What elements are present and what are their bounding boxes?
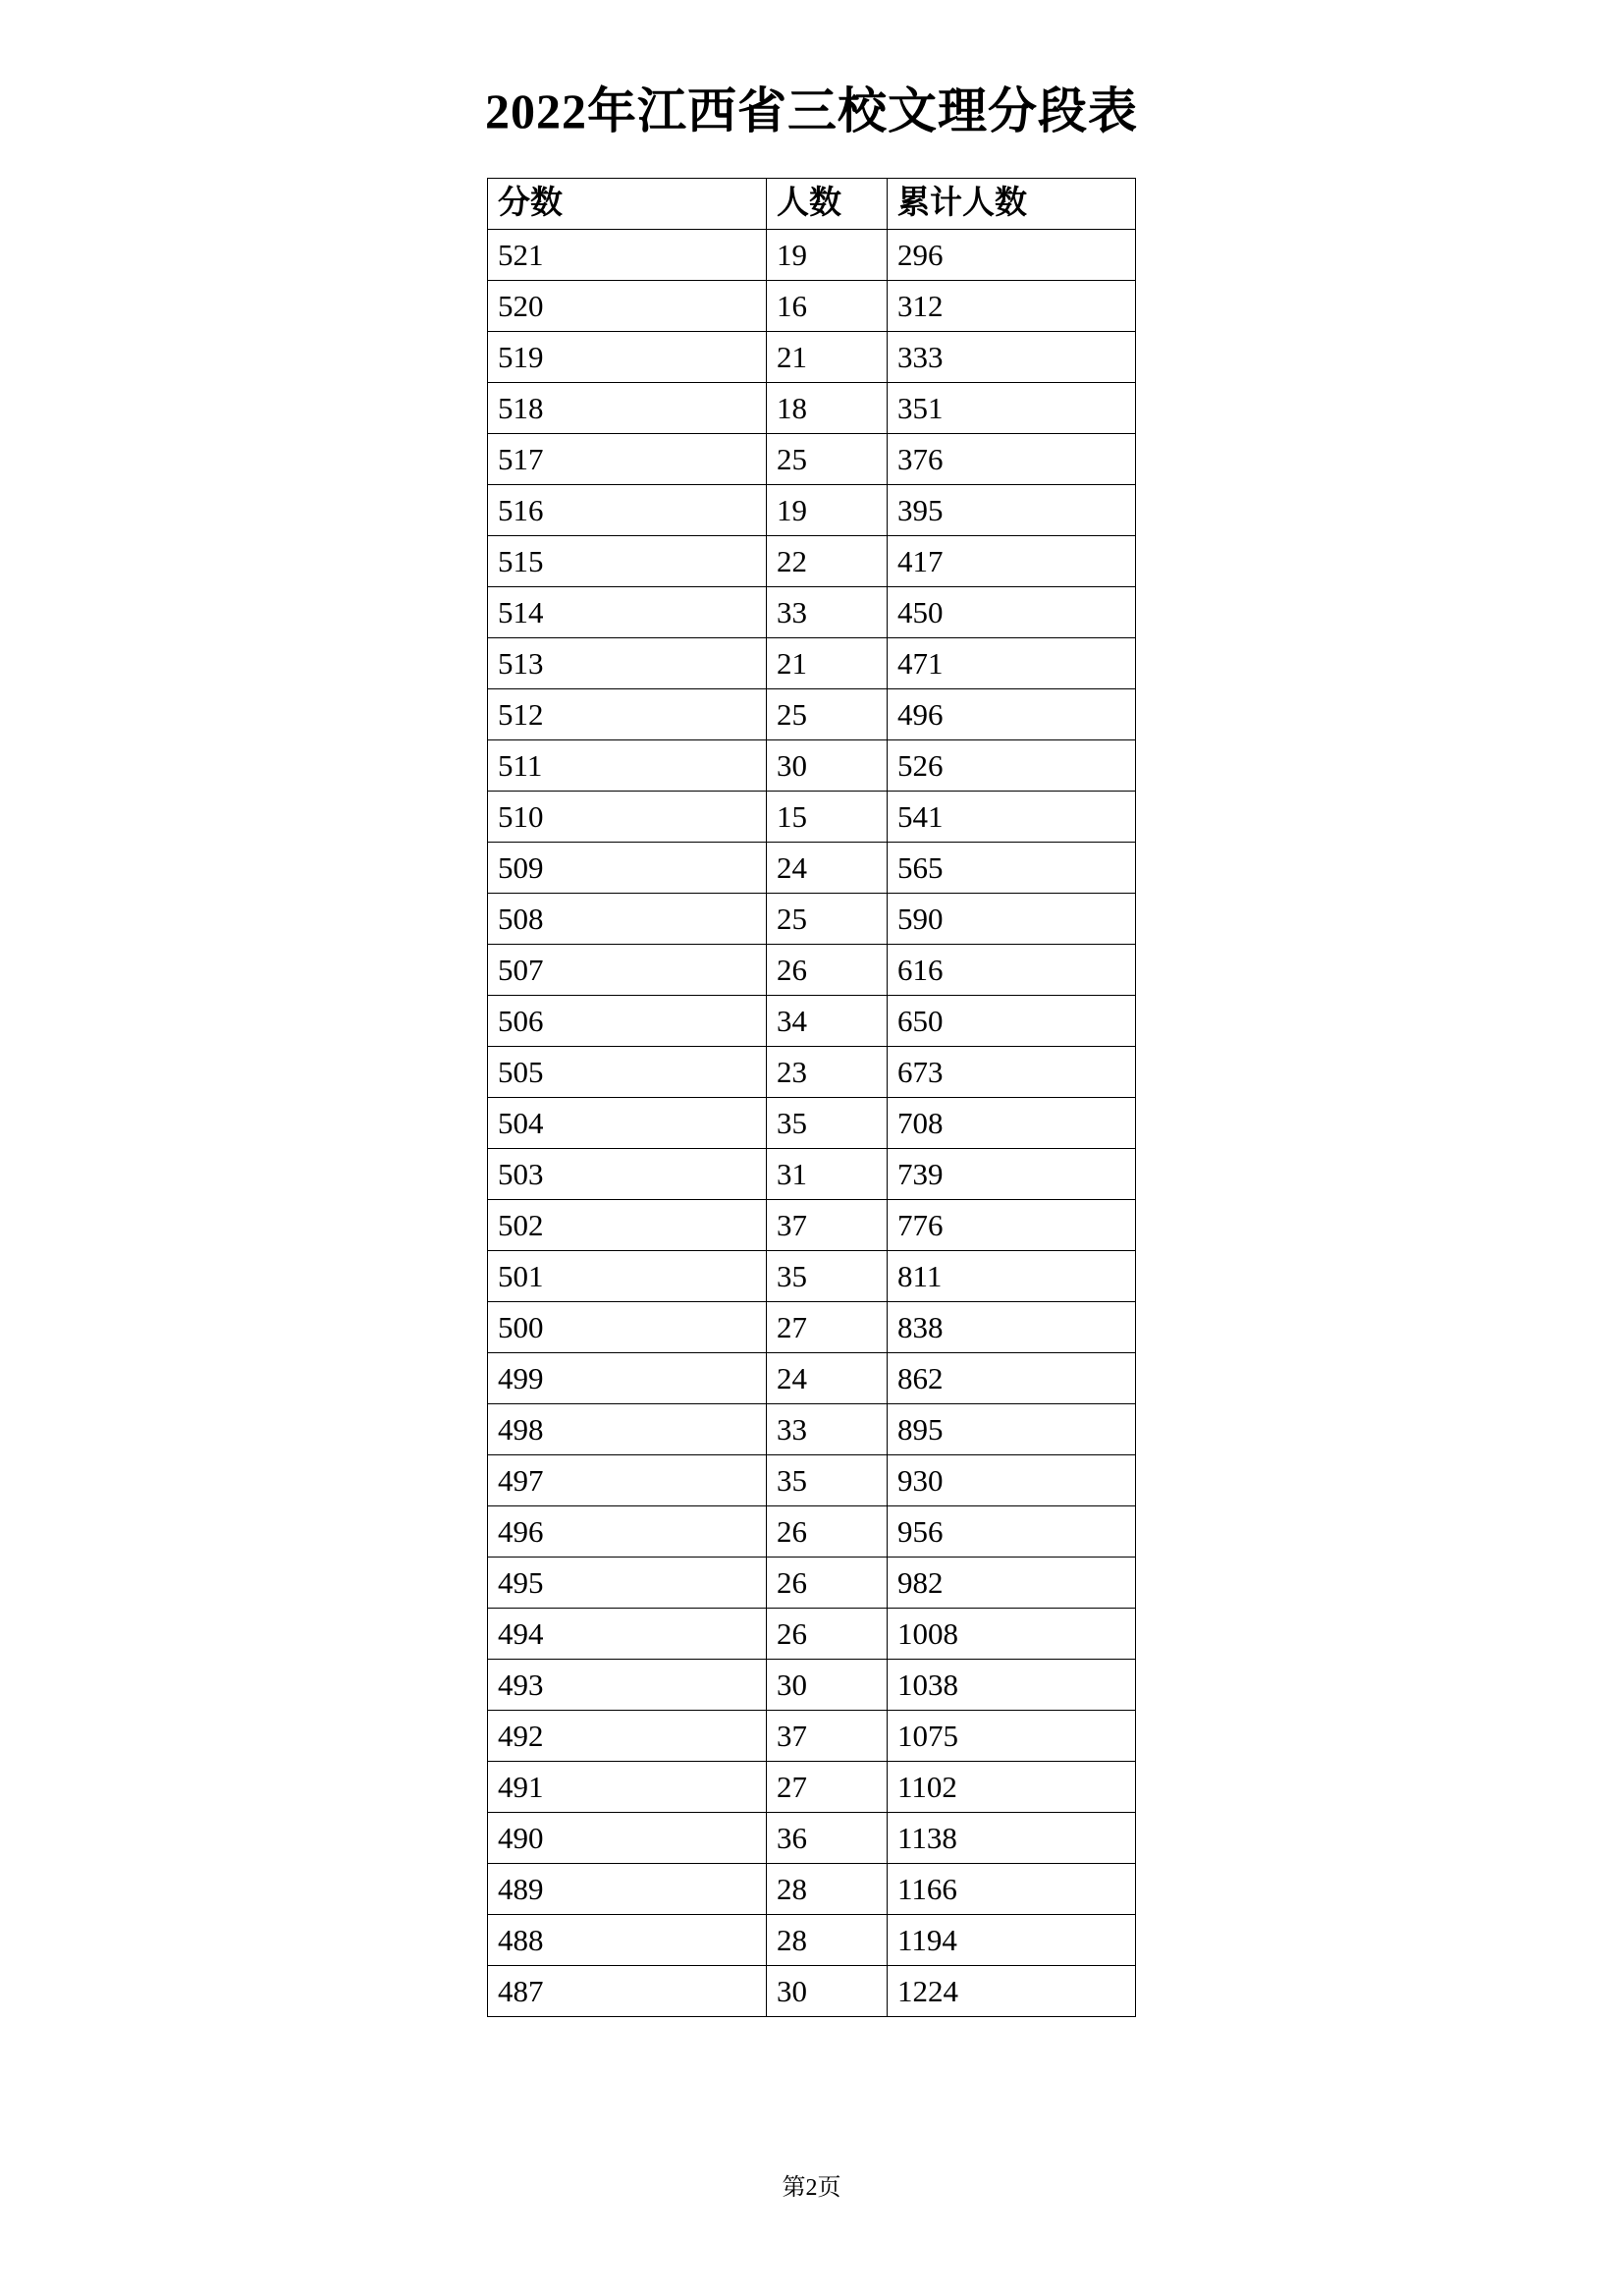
table-row <box>488 1762 1136 1813</box>
cell-score: 514 <box>488 587 767 638</box>
table-row <box>488 536 1136 587</box>
table-row <box>488 1251 1136 1302</box>
cell-cumulative: 895 <box>888 1404 1136 1455</box>
cell-count: 28 <box>767 1915 888 1966</box>
cell-cumulative: 776 <box>888 1200 1136 1251</box>
table-row <box>488 792 1136 843</box>
table-header-row <box>488 179 1136 230</box>
cell-cumulative: 496 <box>888 689 1136 740</box>
column-header-score: 分数 <box>488 179 767 230</box>
cell-score: 493 <box>488 1660 767 1711</box>
cell-count: 28 <box>767 1864 888 1915</box>
cell-score: 516 <box>488 485 767 536</box>
cell-count: 16 <box>767 281 888 332</box>
table-row <box>488 689 1136 740</box>
cell-score: 510 <box>488 792 767 843</box>
cell-cumulative: 1038 <box>888 1660 1136 1711</box>
table-row <box>488 1404 1136 1455</box>
table-row <box>488 485 1136 536</box>
column-header-cumulative: 累计人数 <box>888 179 1136 230</box>
cell-count: 26 <box>767 1506 888 1558</box>
cell-score: 502 <box>488 1200 767 1251</box>
table-row <box>488 996 1136 1047</box>
cell-cumulative: 739 <box>888 1149 1136 1200</box>
cell-cumulative: 708 <box>888 1098 1136 1149</box>
cell-cumulative: 526 <box>888 740 1136 792</box>
table-row <box>488 1098 1136 1149</box>
cell-cumulative: 1102 <box>888 1762 1136 1813</box>
cell-cumulative: 312 <box>888 281 1136 332</box>
table-row <box>488 894 1136 945</box>
cell-score: 511 <box>488 740 767 792</box>
cell-count: 27 <box>767 1762 888 1813</box>
cell-score: 509 <box>488 843 767 894</box>
page-title: 2022年江西省三校文理分段表 <box>485 83 1138 138</box>
cell-cumulative: 450 <box>888 587 1136 638</box>
score-distribution-table <box>487 178 1136 2017</box>
cell-count: 34 <box>767 996 888 1047</box>
cell-cumulative: 296 <box>888 230 1136 281</box>
cell-count: 36 <box>767 1813 888 1864</box>
cell-score: 521 <box>488 230 767 281</box>
table-row <box>488 638 1136 689</box>
cell-cumulative: 1224 <box>888 1966 1136 2017</box>
cell-score: 520 <box>488 281 767 332</box>
cell-count: 33 <box>767 1404 888 1455</box>
cell-score: 512 <box>488 689 767 740</box>
cell-count: 35 <box>767 1098 888 1149</box>
cell-count: 25 <box>767 689 888 740</box>
table-body <box>488 230 1136 2017</box>
cell-score: 519 <box>488 332 767 383</box>
cell-score: 508 <box>488 894 767 945</box>
cell-count: 30 <box>767 740 888 792</box>
table-row <box>488 587 1136 638</box>
cell-cumulative: 395 <box>888 485 1136 536</box>
cell-cumulative: 862 <box>888 1353 1136 1404</box>
table-row <box>488 1047 1136 1098</box>
table-row <box>488 1455 1136 1506</box>
cell-count: 21 <box>767 332 888 383</box>
cell-cumulative: 982 <box>888 1558 1136 1609</box>
table-row <box>488 1813 1136 1864</box>
cell-cumulative: 1138 <box>888 1813 1136 1864</box>
cell-score: 504 <box>488 1098 767 1149</box>
table-row <box>488 281 1136 332</box>
cell-count: 37 <box>767 1711 888 1762</box>
cell-count: 22 <box>767 536 888 587</box>
cell-score: 515 <box>488 536 767 587</box>
cell-cumulative: 565 <box>888 843 1136 894</box>
table-row <box>488 1353 1136 1404</box>
table-row <box>488 1506 1136 1558</box>
table-row <box>488 1915 1136 1966</box>
cell-count: 15 <box>767 792 888 843</box>
cell-count: 26 <box>767 1558 888 1609</box>
table-row <box>488 843 1136 894</box>
cell-score: 501 <box>488 1251 767 1302</box>
cell-count: 30 <box>767 1966 888 2017</box>
cell-cumulative: 541 <box>888 792 1136 843</box>
cell-score: 487 <box>488 1966 767 2017</box>
cell-count: 21 <box>767 638 888 689</box>
cell-count: 23 <box>767 1047 888 1098</box>
table-row <box>488 332 1136 383</box>
cell-count: 25 <box>767 894 888 945</box>
cell-count: 27 <box>767 1302 888 1353</box>
cell-cumulative: 1194 <box>888 1915 1136 1966</box>
table-row <box>488 740 1136 792</box>
table-row <box>488 1711 1136 1762</box>
cell-cumulative: 1075 <box>888 1711 1136 1762</box>
table-row <box>488 1864 1136 1915</box>
cell-count: 25 <box>767 434 888 485</box>
cell-count: 35 <box>767 1455 888 1506</box>
cell-score: 492 <box>488 1711 767 1762</box>
cell-count: 19 <box>767 485 888 536</box>
cell-score: 500 <box>488 1302 767 1353</box>
cell-cumulative: 1008 <box>888 1609 1136 1660</box>
table-row <box>488 1609 1136 1660</box>
cell-score: 494 <box>488 1609 767 1660</box>
column-header-count: 人数 <box>767 179 888 230</box>
cell-score: 507 <box>488 945 767 996</box>
table-header <box>488 179 1136 230</box>
cell-score: 513 <box>488 638 767 689</box>
table-row <box>488 383 1136 434</box>
cell-cumulative: 1166 <box>888 1864 1136 1915</box>
cell-cumulative: 811 <box>888 1251 1136 1302</box>
cell-count: 33 <box>767 587 888 638</box>
cell-cumulative: 650 <box>888 996 1136 1047</box>
table-row <box>488 1302 1136 1353</box>
cell-count: 18 <box>767 383 888 434</box>
table-row <box>488 230 1136 281</box>
cell-count: 19 <box>767 230 888 281</box>
cell-score: 505 <box>488 1047 767 1098</box>
cell-cumulative: 417 <box>888 536 1136 587</box>
table-row <box>488 1200 1136 1251</box>
cell-cumulative: 590 <box>888 894 1136 945</box>
cell-cumulative: 351 <box>888 383 1136 434</box>
cell-score: 503 <box>488 1149 767 1200</box>
cell-score: 488 <box>488 1915 767 1966</box>
cell-cumulative: 838 <box>888 1302 1136 1353</box>
cell-cumulative: 616 <box>888 945 1136 996</box>
table-row <box>488 1660 1136 1711</box>
cell-score: 495 <box>488 1558 767 1609</box>
cell-count: 31 <box>767 1149 888 1200</box>
cell-cumulative: 333 <box>888 332 1136 383</box>
cell-count: 26 <box>767 1609 888 1660</box>
table-row <box>488 1966 1136 2017</box>
page-footer: 第2页 <box>782 2175 841 2201</box>
cell-score: 506 <box>488 996 767 1047</box>
cell-score: 489 <box>488 1864 767 1915</box>
cell-cumulative: 956 <box>888 1506 1136 1558</box>
cell-score: 497 <box>488 1455 767 1506</box>
cell-score: 499 <box>488 1353 767 1404</box>
cell-count: 24 <box>767 1353 888 1404</box>
cell-score: 498 <box>488 1404 767 1455</box>
score-table-container <box>0 178 1623 2017</box>
table-row <box>488 1558 1136 1609</box>
cell-cumulative: 471 <box>888 638 1136 689</box>
cell-count: 24 <box>767 843 888 894</box>
cell-count: 37 <box>767 1200 888 1251</box>
cell-count: 26 <box>767 945 888 996</box>
table-row <box>488 1149 1136 1200</box>
cell-count: 35 <box>767 1251 888 1302</box>
cell-score: 517 <box>488 434 767 485</box>
cell-score: 490 <box>488 1813 767 1864</box>
cell-score: 491 <box>488 1762 767 1813</box>
cell-cumulative: 673 <box>888 1047 1136 1098</box>
cell-cumulative: 376 <box>888 434 1136 485</box>
table-row <box>488 434 1136 485</box>
cell-score: 496 <box>488 1506 767 1558</box>
cell-cumulative: 930 <box>888 1455 1136 1506</box>
table-row <box>488 945 1136 996</box>
cell-count: 30 <box>767 1660 888 1711</box>
cell-score: 518 <box>488 383 767 434</box>
